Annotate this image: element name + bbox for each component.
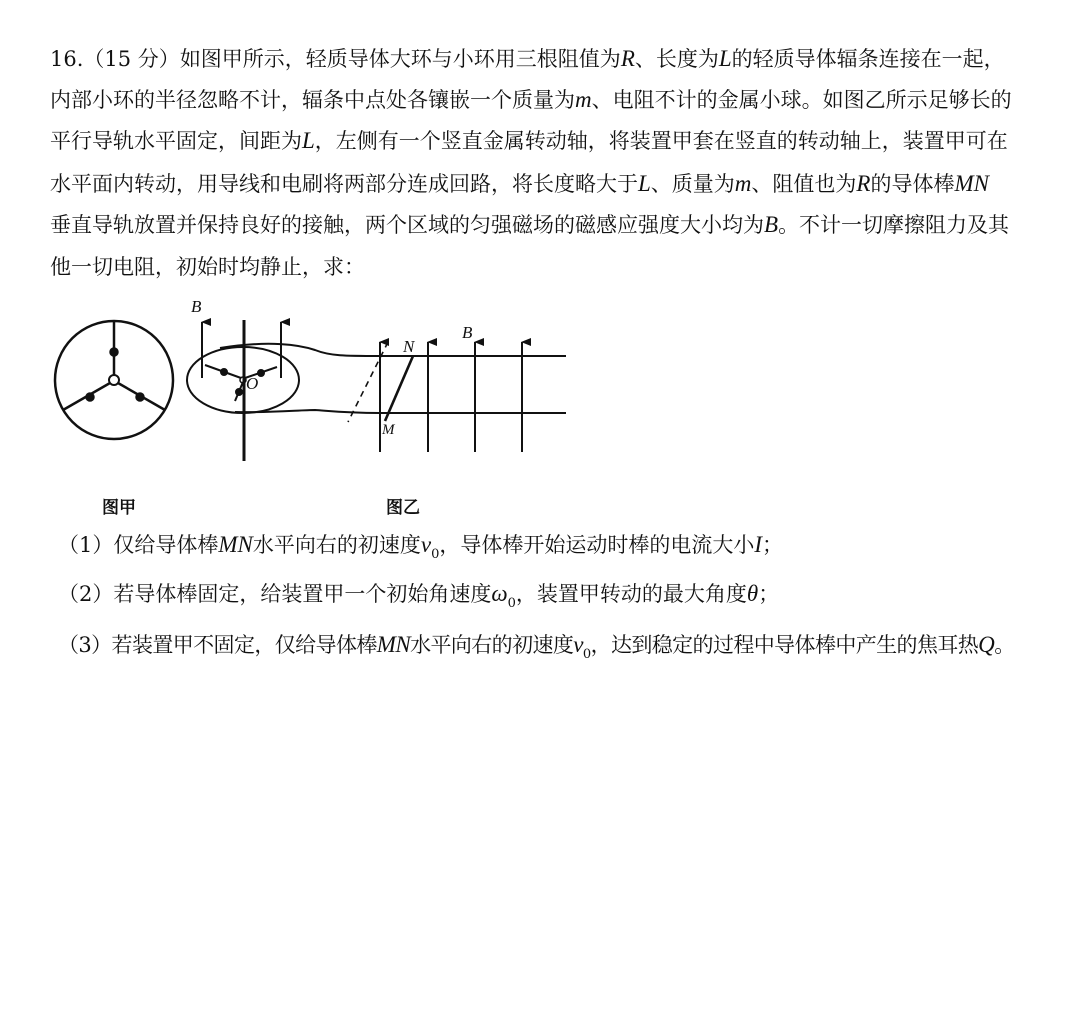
- problem-line-4: 水平面内转动，用导线和电刷将两部分连成回路，将长度略大于L、质量为m、阻值也为R的导体棒MN: [50, 171, 989, 196]
- ball-b-3: [236, 389, 242, 395]
- caption-figure-a: 图甲: [102, 498, 136, 518]
- label-b-right: B: [462, 323, 473, 342]
- label-o: O: [246, 374, 259, 393]
- figure-b: [187, 320, 566, 461]
- ball-3: [137, 394, 144, 401]
- question-1: （1）仅给导体棒MN水平向右的初速度$v_0$，导体棒开始运动时棒的电流大小I；: [58, 532, 784, 562]
- problem-line-6: 他一切电阻，初始时均静止，求：: [50, 255, 365, 279]
- lower-wire: [235, 410, 380, 413]
- question-3: （3）若装置甲不固定，仅给导体棒MN水平向右的初速度$v_0$，达到稳定的过程中导体棒中产生的焦耳热Q。: [58, 632, 1015, 662]
- problem-line-3: 平行导轨水平固定，间距为L，左侧有一个竖直金属转动轴，将装置甲套在竖直的转动轴上，装置甲可在: [50, 128, 1008, 153]
- ball-b-1: [221, 369, 227, 375]
- rod-dashed: [348, 342, 388, 422]
- caption-figure-b: 图乙: [386, 498, 420, 518]
- ball-2: [87, 394, 94, 401]
- ball-b-2: [258, 370, 264, 376]
- figure-a: [55, 321, 173, 439]
- question-2: （2）若导体棒固定，给装置甲一个初始角速度$\omega_0$，装置甲转动的最大角度θ；: [58, 581, 780, 611]
- label-m: M: [382, 422, 395, 438]
- problem-line-5: 垂直导轨放置并保持良好的接触，两个区域的匀强磁场的磁感应强度大小均为B。不计一切摩擦阻力及其: [50, 212, 1010, 237]
- inner-ring: [109, 375, 119, 385]
- label-n: N: [403, 337, 415, 356]
- conductor-rod-mn: [385, 356, 413, 421]
- label-b-left: B: [191, 297, 202, 316]
- ball-1: [111, 349, 118, 356]
- problem-line-1: 16.（15 分）如图甲所示，轻质导体大环与小环用三根阻值为R、长度为L的轻质导体辐条连接在一起，: [50, 46, 1005, 71]
- problem-line-2: 内部小环的半径忽略不计，辐条中点处各镶嵌一个质量为m、电阻不计的金属小球。如图乙所示足够长的: [50, 87, 1012, 112]
